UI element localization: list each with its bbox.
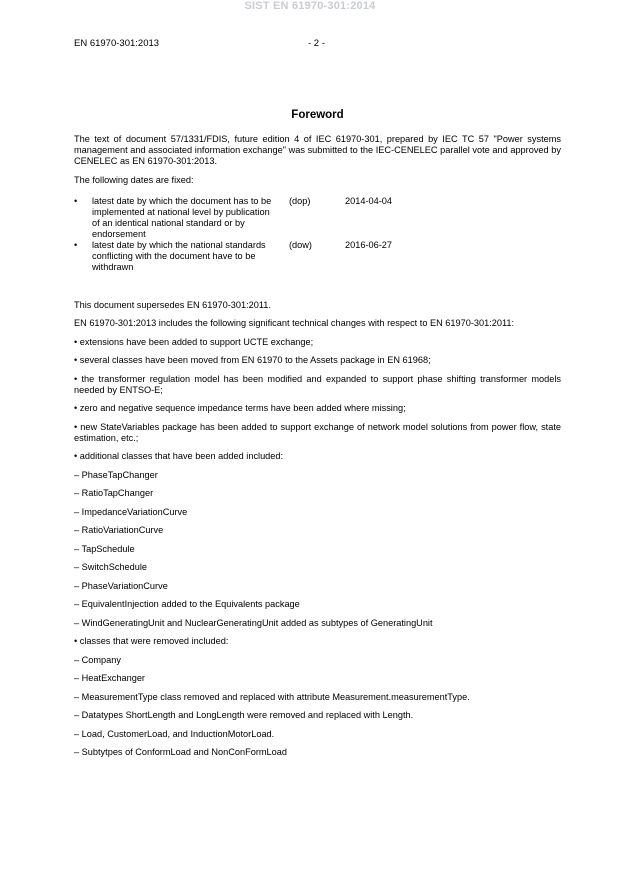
- header-page-number: - 2 -: [308, 38, 325, 49]
- date-description: latest date by which the document has to be implemented at national level by publication of an identical national standard or by endorsement: [92, 195, 272, 239]
- list-item: – ImpedanceVariationCurve: [74, 506, 188, 517]
- list-item: – HeatExchanger: [74, 673, 145, 683]
- date-item-dow: [74, 240, 561, 276]
- changes-intro: EN 61970-301:2013 includes the following significant technical changes with respect to EN 61970-301:2011:: [74, 318, 515, 328]
- list-item: – SwitchSchedule: [74, 562, 148, 572]
- date-value: 2016-06-27: [345, 239, 392, 250]
- dates-intro: The following dates are fixed:: [74, 174, 194, 185]
- list-item: – EquivalentInjection added to the Equivalents package: [74, 599, 300, 609]
- bullet: •: [74, 195, 78, 206]
- list-item: – Company: [74, 654, 121, 665]
- list-item: • extensions have been added to support UCTE exchange;: [74, 336, 314, 347]
- list-item: • new StateVariables package has been added to support exchange of network model solutions from power flow, state estimation, etc.;: [74, 421, 561, 443]
- list-item: – RatioVariationCurve: [74, 525, 164, 535]
- page-title: Foreword: [291, 109, 344, 121]
- intro-paragraph: The text of document 57/1331/FDIS, future edition 4 of IEC 61970-301, prepared by IEC TC 57 "Power systems management and associated information exchange" was submitted to the IEC-CENELEC parallel vote and approved by CENELEC as EN 61970-301:2013.: [74, 134, 561, 166]
- list-item: – Load, CustomerLoad, and InductionMotorLoad.: [74, 728, 275, 739]
- list-item: – TapSchedule: [74, 543, 135, 554]
- list-item: • classes that were removed included:: [74, 636, 229, 646]
- date-item-dop: [74, 196, 561, 240]
- dates-list: [74, 196, 561, 276]
- date-code: (dop): [289, 195, 311, 206]
- list-item: – PhaseVariationCurve: [74, 580, 168, 591]
- header-standard-number: EN 61970-301:2013: [74, 38, 160, 49]
- list-item: – MeasurementType class removed and replaced with attribute Measurement.measurementType.: [74, 691, 470, 702]
- list-item: • zero and negative sequence impedance terms have been added where missing;: [74, 403, 406, 413]
- supersedes-paragraph: This document supersedes EN 61970-301:2011.: [74, 299, 271, 310]
- list-item: • several classes have been moved from EN 61970 to the Assets package in EN 61968;: [74, 355, 431, 365]
- list-item: • additional classes that have been added included:: [74, 451, 284, 461]
- list-item: – RatioTapChanger: [74, 488, 154, 498]
- watermark: SIST EN 61970-301:2014: [244, 0, 376, 12]
- list-item: • the transformer regulation model has been modified and expanded to support phase shifting transformer models needed by ENTSO-E;: [74, 373, 561, 395]
- date-description: latest date by which the national standards conflicting with the document have to be withdrawn: [92, 239, 266, 272]
- date-code: (dow): [289, 239, 312, 250]
- document-body: [74, 108, 561, 766]
- bullet: •: [74, 239, 78, 250]
- changes-list: [74, 337, 561, 759]
- list-item: – Subtytpes of ConformLoad and NonConFormLoad: [74, 747, 287, 757]
- date-value: 2014-04-04: [345, 195, 392, 206]
- list-item: – PhaseTapChanger: [74, 469, 158, 480]
- list-item: – WindGeneratingUnit and NuclearGeneratingUnit added as subtypes of GeneratingUnit: [74, 617, 433, 628]
- list-item: – Datatypes ShortLength and LongLength were removed and replaced with Length.: [74, 710, 414, 720]
